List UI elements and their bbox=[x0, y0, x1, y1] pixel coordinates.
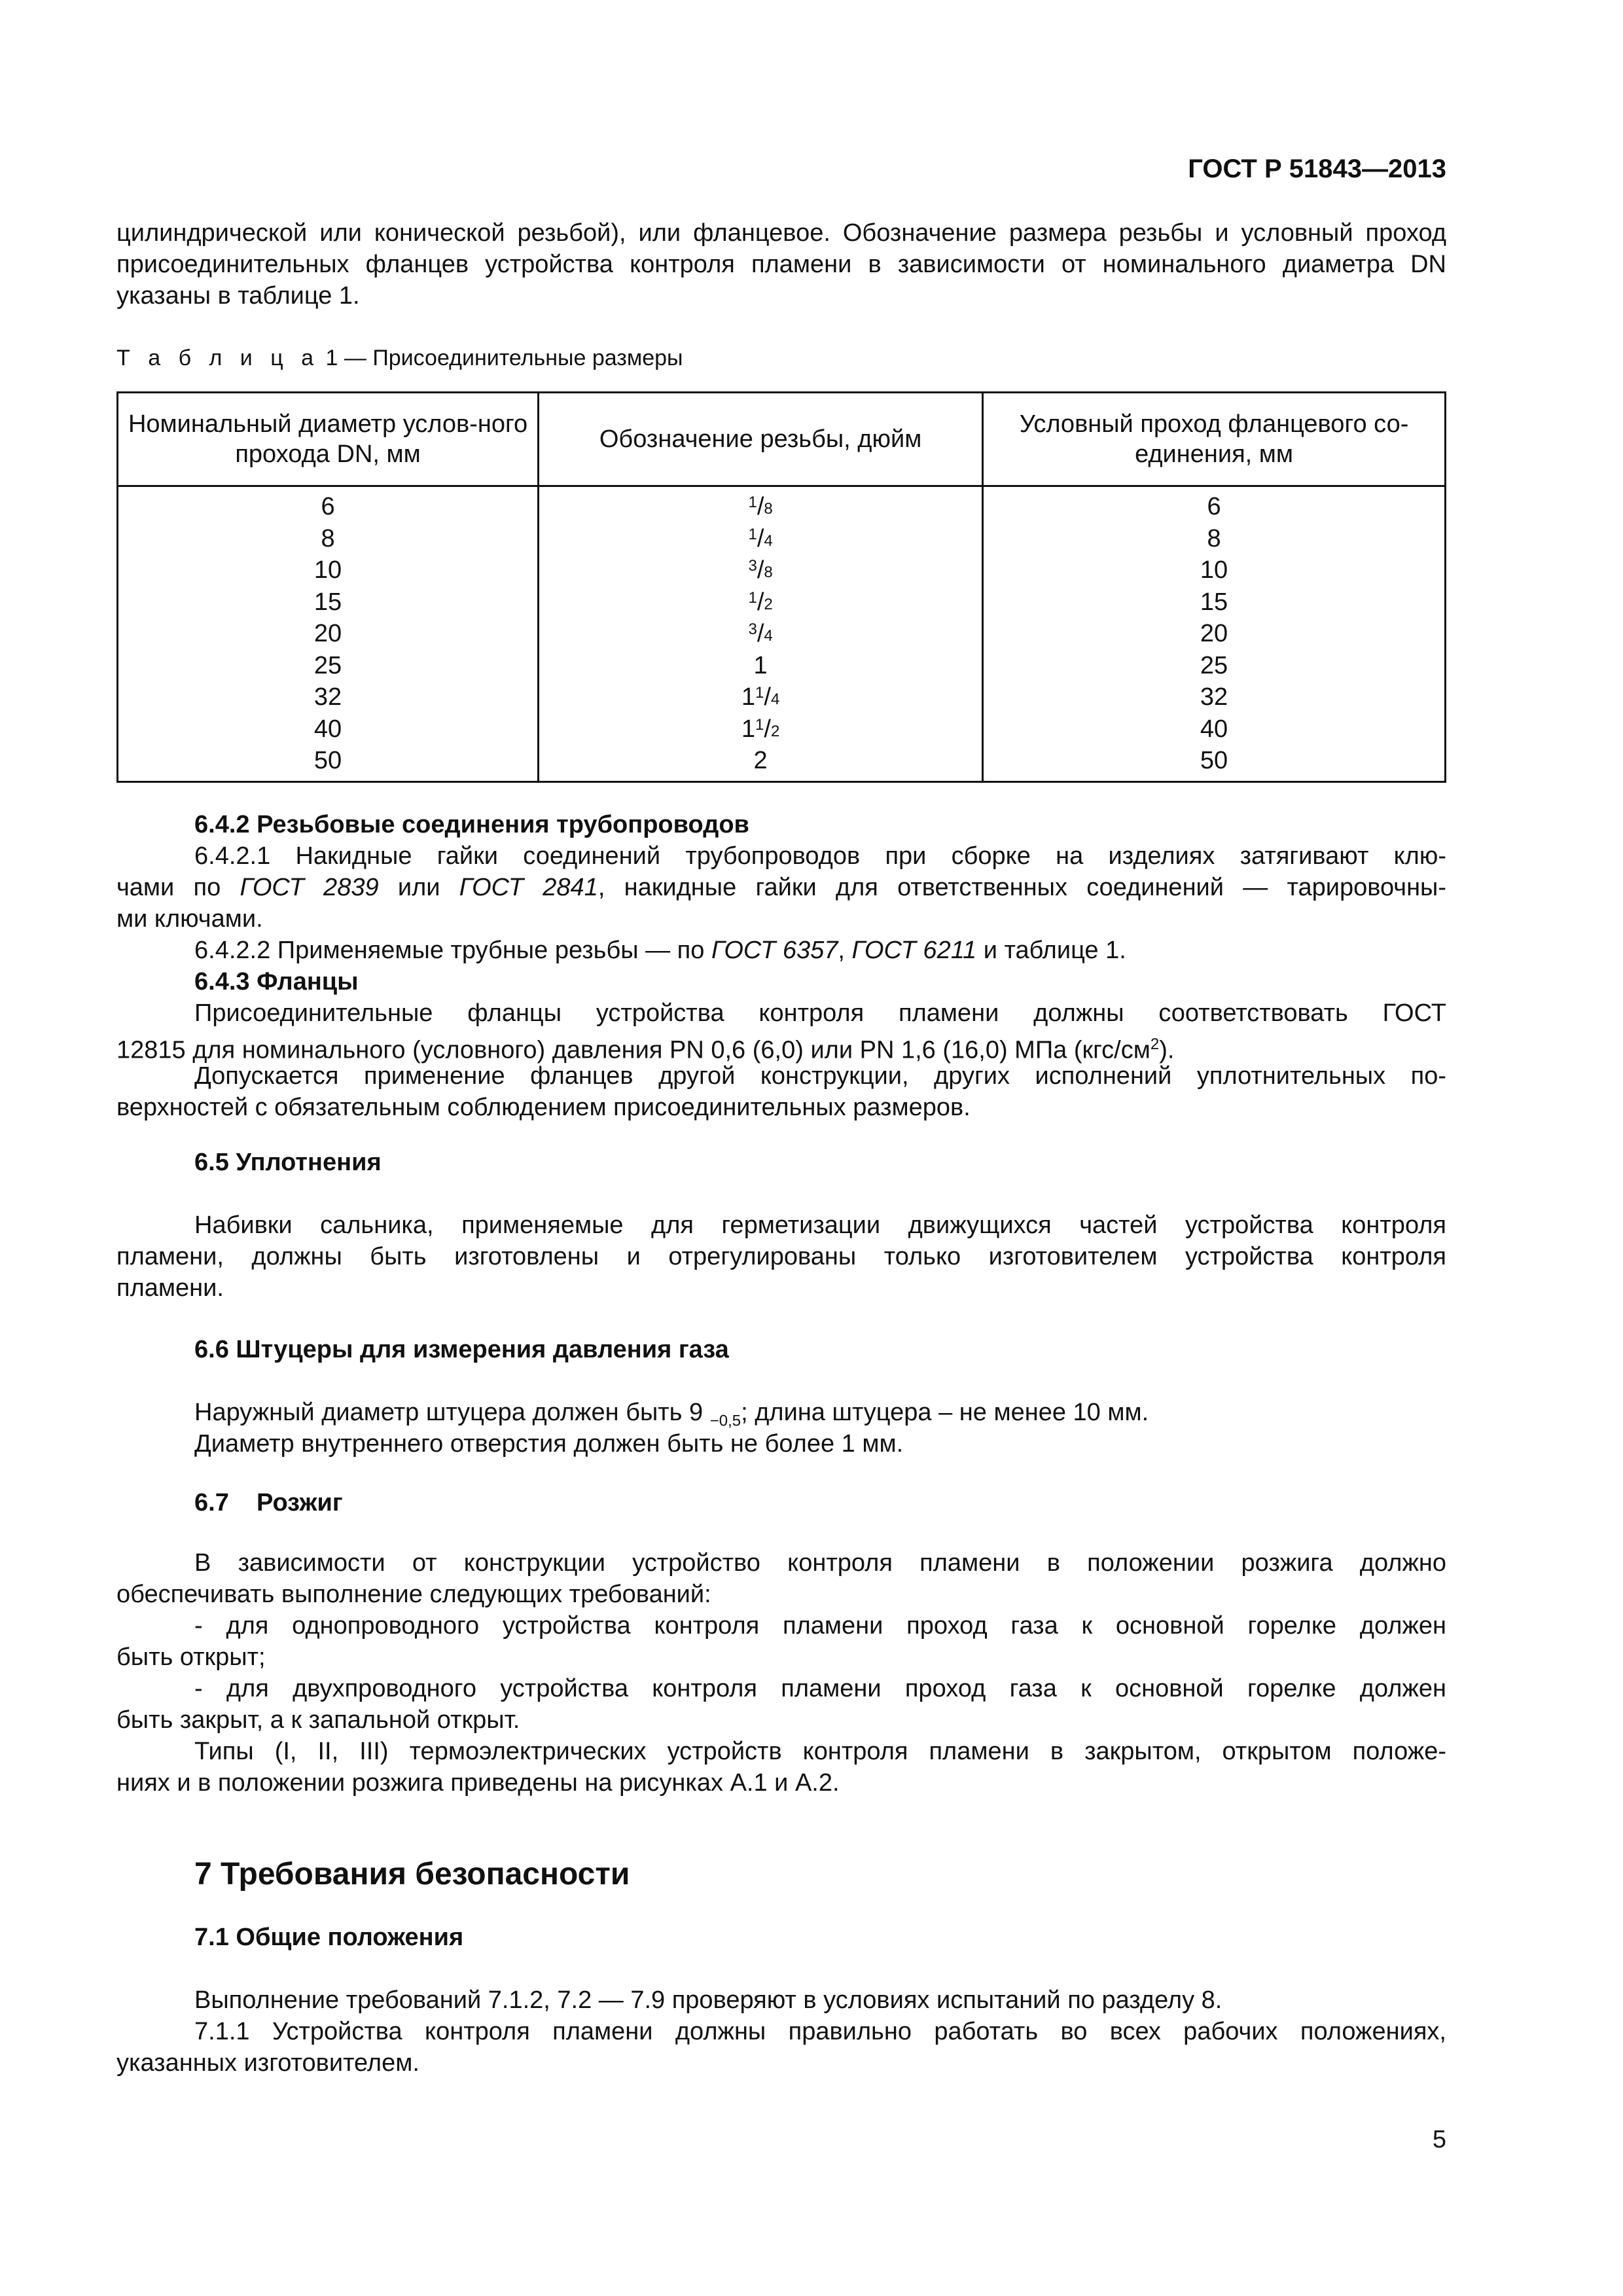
table-header-row bbox=[118, 393, 1446, 486]
thread-numerator: 3 bbox=[748, 557, 757, 575]
table-caption-dash: — bbox=[344, 346, 366, 370]
thread-whole: 1 bbox=[741, 683, 756, 711]
paragraph-line: верхностей с обязательным соблюдением присоединительных размеров. bbox=[116, 1094, 971, 1121]
page-number: 5 bbox=[1432, 2126, 1446, 2153]
cell-nominal-diameter: 25 bbox=[118, 650, 539, 682]
thread-numerator: 1 bbox=[748, 525, 757, 543]
text-run: ). bbox=[1159, 1036, 1175, 1064]
cell-nominal-diameter: 15 bbox=[118, 586, 539, 619]
table-body bbox=[118, 486, 1446, 782]
table-row bbox=[118, 486, 1446, 523]
intro-paragraph: цилиндрической или конической резьбой), или фланцевое. Обозначение размера резьбы и условный проход присоединительных фланцев устройства контроля пламени в зависимости от номинального диаметра DN указаны в таблице 1. bbox=[116, 219, 1446, 310]
section-6-7-paragraph-1 bbox=[116, 1547, 1446, 1610]
cell-flange-passage: 25 bbox=[983, 650, 1446, 682]
cell-flange-passage: 40 bbox=[983, 713, 1446, 745]
paragraph-line: пламени. bbox=[116, 1274, 224, 1302]
cell-thread-size bbox=[539, 554, 983, 586]
paragraph-line: - для однопроводного устройства контроля пламени проход газа к основной горелке должен bbox=[194, 1612, 1446, 1640]
thread-whole: 1 bbox=[741, 715, 756, 743]
text-run: , bbox=[838, 937, 852, 964]
thread-whole: 1 bbox=[753, 651, 768, 679]
section-6-6-paragraph-2: Диаметр внутреннего отверстия должен быть не более 1 мм. bbox=[194, 1430, 904, 1458]
section-6-7-list-item-1 bbox=[116, 1610, 1446, 1673]
section-6-4-2-1-paragraph bbox=[116, 840, 1446, 935]
fraction-slash: / bbox=[757, 493, 764, 521]
text-run: 12815 для номинального (условного) давления PN 0,6 (6,0) или PN 1,6 (16,0) МПа (кгс/см bbox=[116, 1036, 1150, 1064]
cell-flange-passage: 8 bbox=[983, 523, 1446, 555]
table-caption-title: Присоединительные размеры bbox=[372, 346, 683, 370]
connection-dimensions-table bbox=[116, 391, 1446, 783]
thread-size-fraction bbox=[754, 747, 768, 774]
cell-nominal-diameter: 10 bbox=[118, 554, 539, 586]
table-row bbox=[118, 745, 1446, 781]
cell-nominal-diameter: 6 bbox=[118, 486, 539, 523]
standard-reference: ГОСТ 6211 bbox=[851, 937, 977, 964]
cell-flange-passage: 20 bbox=[983, 618, 1446, 650]
section-6-6-heading: 6.6 Штуцеры для измерения давления газа bbox=[194, 1336, 729, 1363]
fraction-slash: / bbox=[757, 620, 764, 648]
cell-flange-passage: 6 bbox=[983, 486, 1446, 523]
cell-nominal-diameter: 20 bbox=[118, 618, 539, 650]
paragraph-line: Типы (I, II, III) термоэлектрических устройств контроля пламени в закрытом, открытом положе- bbox=[194, 1738, 1446, 1765]
paragraph-line: указанных изготовителем. bbox=[116, 2049, 419, 2077]
paragraph-line: обеспечивать выполнение следующих требований: bbox=[116, 1581, 711, 1608]
thread-whole: 2 bbox=[753, 747, 768, 775]
cell-nominal-diameter: 40 bbox=[118, 713, 539, 745]
text-run: и таблице 1. bbox=[976, 937, 1126, 964]
standard-reference: ГОСТ 6357 bbox=[711, 937, 838, 964]
thread-size-fraction bbox=[741, 715, 779, 743]
thread-numerator: 1 bbox=[755, 684, 764, 702]
table-row bbox=[118, 554, 1446, 586]
paragraph-line: ниях и в положении розжига приведены на рисунках А.1 и А.2. bbox=[116, 1769, 840, 1797]
section-7-1-heading: 7.1 Общие положения bbox=[194, 1924, 464, 1951]
thread-numerator: 1 bbox=[755, 715, 764, 734]
thread-size-fraction bbox=[754, 652, 768, 679]
cell-thread-size bbox=[539, 681, 983, 713]
section-6-4-3-heading: 6.4.3 Фланцы bbox=[194, 968, 359, 996]
thread-numerator: 1 bbox=[748, 493, 757, 512]
tolerance-subscript: −0,5 bbox=[709, 1412, 741, 1430]
paragraph-line: В зависимости от конструкции устройство контроля пламени в положении розжига должно bbox=[194, 1549, 1446, 1577]
thread-size-fraction bbox=[748, 620, 772, 647]
thread-denominator: 4 bbox=[764, 627, 773, 645]
thread-numerator: 3 bbox=[748, 620, 757, 639]
table-row bbox=[118, 713, 1446, 745]
table-row bbox=[118, 586, 1446, 619]
standard-reference: ГОСТ 2841 bbox=[459, 874, 598, 901]
text-run: Наружный диаметр штуцера должен быть 9 bbox=[194, 1399, 710, 1426]
paragraph-line: быть открыт; bbox=[116, 1643, 266, 1671]
section-6-4-2-2-paragraph bbox=[194, 935, 1126, 966]
text-run: или bbox=[378, 874, 459, 901]
column-header-nominal-diameter: Номинальный диаметр услов-ного прохода DN, мм bbox=[118, 393, 539, 486]
section-6-5-paragraph bbox=[116, 1210, 1446, 1304]
paragraph-line bbox=[116, 872, 1446, 903]
fraction-slash: / bbox=[764, 715, 771, 743]
cell-thread-size bbox=[539, 523, 983, 555]
paragraph-line: - для двухпроводного устройства контроля пламени проход газа к основной горелке должен bbox=[194, 1675, 1446, 1702]
cell-thread-size bbox=[539, 586, 983, 619]
document-header: ГОСТ Р 51843—2013 bbox=[1188, 154, 1446, 183]
cell-nominal-diameter: 32 bbox=[118, 681, 539, 713]
fraction-slash: / bbox=[757, 556, 764, 584]
cell-thread-size bbox=[539, 486, 983, 523]
section-6-7-list-item-2 bbox=[116, 1673, 1446, 1736]
cell-flange-passage: 10 bbox=[983, 554, 1446, 586]
section-7-1-paragraph: Выполнение требований 7.1.2, 7.2 — 7.9 проверяют в условиях испытаний по разделу 8. bbox=[194, 1986, 1222, 2014]
section-6-7-heading: 6.7 Розжиг bbox=[194, 1489, 343, 1516]
thread-numerator: 1 bbox=[748, 588, 757, 607]
section-6-4-3-paragraph-2 bbox=[116, 1060, 1446, 1123]
cell-nominal-diameter: 8 bbox=[118, 523, 539, 555]
section-6-4-2-heading: 6.4.2 Резьбовые соединения трубопроводов bbox=[194, 811, 749, 838]
thread-denominator: 4 bbox=[764, 531, 773, 550]
paragraph-line: 7.1.1 Устройства контроля пламени должны правильно работать во всех рабочих положениях, bbox=[194, 2018, 1446, 2045]
thread-denominator: 4 bbox=[770, 691, 780, 709]
paragraph-line: пламени, должны быть изготовлены и отрегулированы только изготовителем устройства контроля bbox=[116, 1243, 1446, 1270]
text-run: 6.4.2.2 Применяемые трубные резьбы — по bbox=[194, 937, 711, 964]
text-run: , накидные гайки для ответственных соединений — тарировочны- bbox=[597, 874, 1447, 901]
thread-size-fraction bbox=[741, 683, 779, 711]
table-row bbox=[118, 618, 1446, 650]
table-caption-number: 1 bbox=[325, 346, 338, 370]
table-row bbox=[118, 650, 1446, 682]
cell-thread-size bbox=[539, 618, 983, 650]
table-caption bbox=[116, 346, 683, 371]
cell-thread-size bbox=[539, 745, 983, 781]
cell-flange-passage: 15 bbox=[983, 586, 1446, 619]
text-run: чами по bbox=[116, 874, 240, 901]
paragraph-line: 6.4.2.1 Накидные гайки соединений трубопроводов при сборке на изделиях затягивают клю- bbox=[194, 842, 1446, 870]
table-row bbox=[118, 681, 1446, 713]
paragraph-line: Набивки сальника, применяемые для герметизации движущихся частей устройства контроля bbox=[194, 1211, 1446, 1239]
cell-flange-passage: 50 bbox=[983, 745, 1446, 781]
table-row bbox=[118, 523, 1446, 555]
section-6-4-3-paragraph-1 bbox=[116, 997, 1446, 1066]
thread-size-fraction bbox=[748, 493, 772, 520]
thread-size-fraction bbox=[748, 556, 772, 584]
cell-thread-size bbox=[539, 650, 983, 682]
table-caption-prefix: Т а б л и ц а bbox=[116, 346, 320, 370]
fraction-slash: / bbox=[757, 524, 764, 552]
paragraph-line: ми ключами. bbox=[116, 905, 263, 933]
cell-flange-passage: 32 bbox=[983, 681, 1446, 713]
cell-nominal-diameter: 50 bbox=[118, 745, 539, 781]
section-6-5-heading: 6.5 Уплотнения bbox=[194, 1149, 382, 1176]
cell-thread-size bbox=[539, 713, 983, 745]
paragraph-line: Присоединительные фланцы устройства контроля пламени должны соответствовать ГОСТ bbox=[194, 999, 1446, 1027]
section-7-1-1-paragraph bbox=[116, 2016, 1446, 2079]
fraction-slash: / bbox=[764, 683, 771, 711]
text-run: ; длина штуцера – не менее 10 мм. bbox=[741, 1399, 1149, 1426]
fraction-slash: / bbox=[757, 588, 764, 616]
paragraph-line: быть закрыт, а к запальной открыт. bbox=[116, 1706, 520, 1734]
thread-denominator: 8 bbox=[764, 564, 773, 582]
thread-denominator: 2 bbox=[770, 722, 780, 740]
column-header-flange: Условный проход фланцевого со-единения, мм bbox=[983, 393, 1446, 486]
thread-size-fraction bbox=[748, 588, 772, 616]
standard-reference: ГОСТ 2839 bbox=[240, 874, 379, 901]
paragraph-line: Допускается применение фланцев другой конструкции, других исполнений уплотнительных по- bbox=[194, 1062, 1446, 1090]
section-7-heading: 7 Требования безопасности bbox=[194, 1857, 630, 1892]
superscript: 2 bbox=[1150, 1035, 1160, 1053]
thread-denominator: 2 bbox=[764, 595, 773, 613]
thread-denominator: 8 bbox=[764, 500, 773, 518]
thread-size-fraction bbox=[748, 525, 772, 552]
section-6-7-paragraph-2 bbox=[116, 1736, 1446, 1799]
column-header-thread: Обозначение резьбы, дюйм bbox=[539, 393, 983, 486]
